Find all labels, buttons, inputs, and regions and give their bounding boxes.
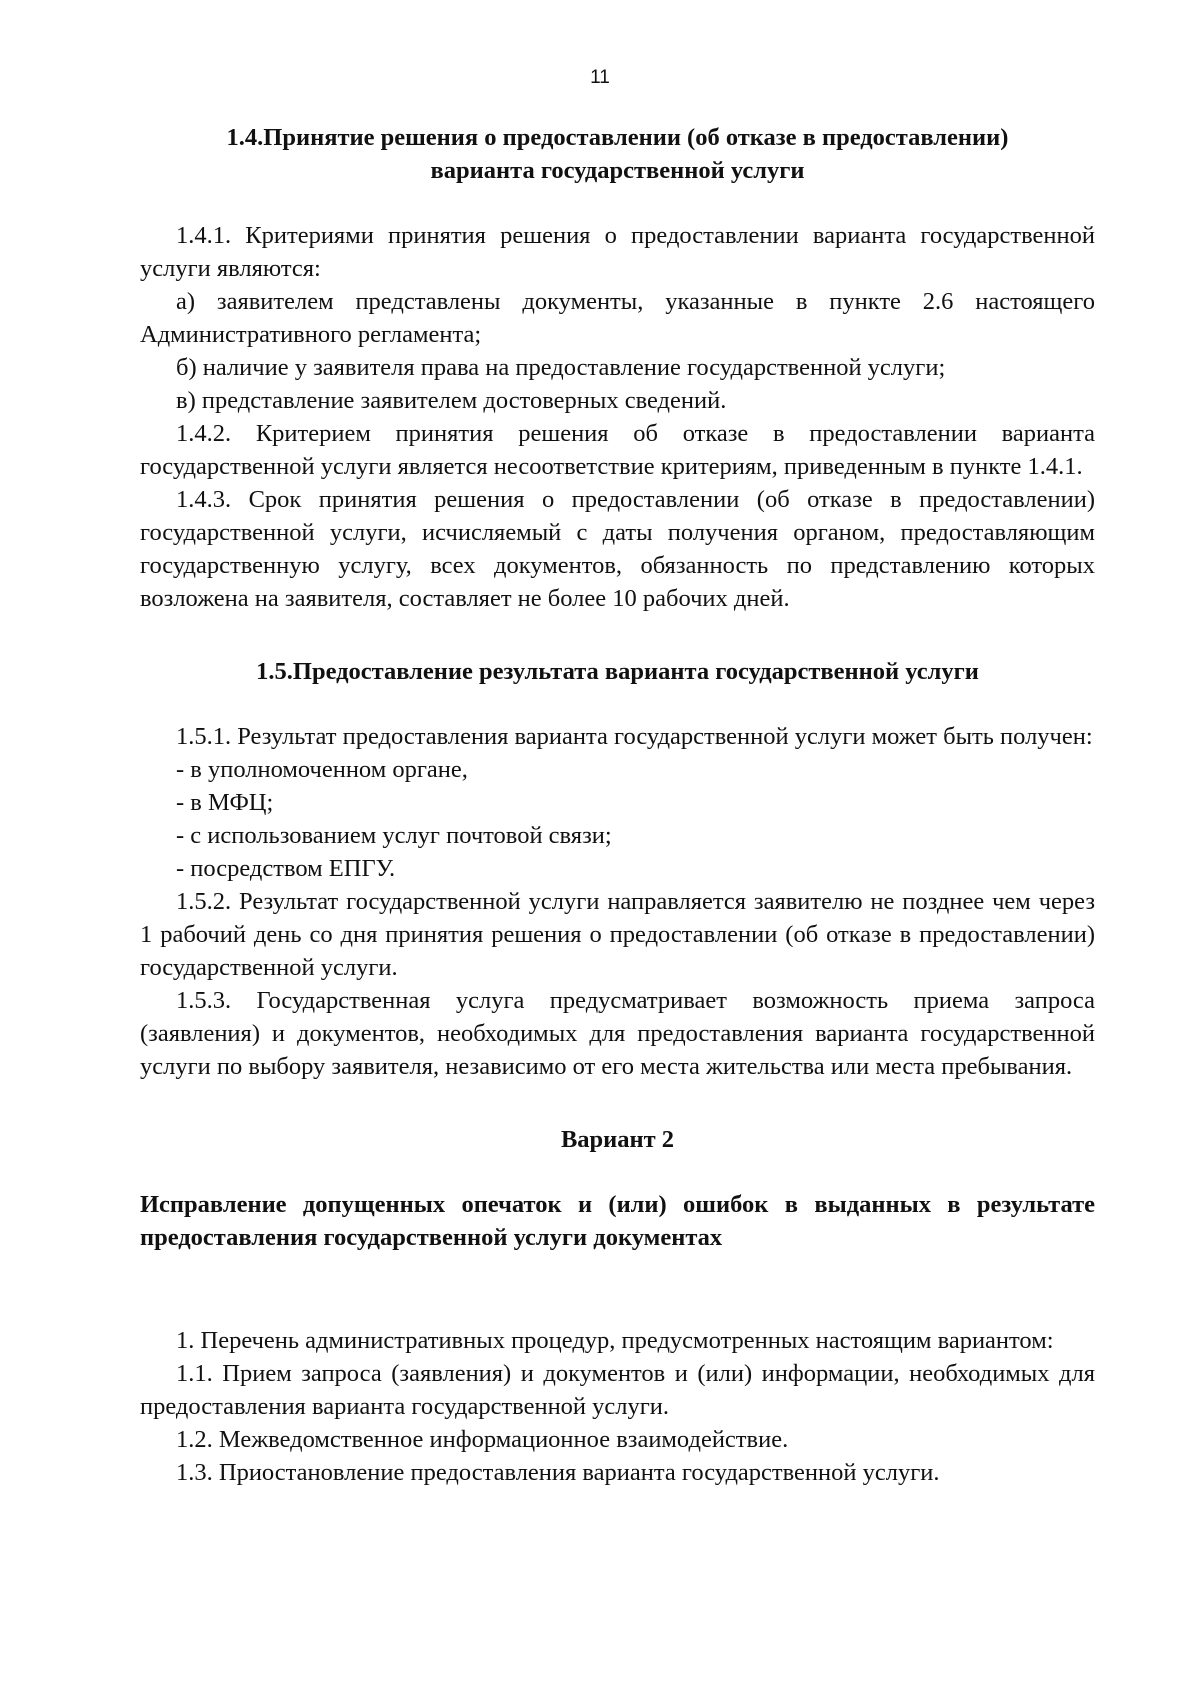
result-channel-item: - в МФЦ; (176, 789, 274, 816)
result-channel-item: - в уполномоченном органе, (176, 756, 468, 783)
paragraph-1-4-1: 1.4.1. Критериями принятия решения о предоставлении варианта государственной услуги являются: (140, 222, 1095, 282)
procedure-item: 1.2. Межведомственное информационное взаимодействие. (176, 1426, 789, 1453)
spacer (140, 187, 1095, 219)
spacer (140, 1083, 1095, 1123)
procedure-item: 1.1. Прием запроса (заявления) и документов и (или) информации, необходимых для предоставления варианта государственной услуги. (140, 1360, 1095, 1420)
paragraph-1-5-3: 1.5.3. Государственная услуга предусматривает возможность приема запроса (заявления) и документов, необходимых для предоставления варианта государственной услуги по выбору заявителя, независимо от его места жительства или места пребывания. (140, 987, 1095, 1080)
section-1-4-title-line2: варианта государственной услуги (430, 157, 805, 184)
spacer (140, 1156, 1095, 1188)
paragraph-1-5-2: 1.5.2. Результат государственной услуги направляется заявителю не позднее чем через 1 рабочий день со дня принятия решения о предоставлении (об отказе в предоставлении) государственной услуги. (140, 888, 1095, 981)
criterion-a: а) заявителем представлены документы, указанные в пункте 2.6 настоящего Административного регламента; (140, 288, 1095, 348)
spacer (140, 688, 1095, 720)
paragraph-1-5-1: 1.5.1. Результат предоставления варианта государственной услуги может быть получен: (176, 723, 1093, 750)
criterion-v: в) представление заявителем достоверных сведений. (176, 387, 727, 414)
variant-2-title: Вариант 2 (560, 1126, 675, 1153)
procedure-item: 1.3. Приостановление предоставления варианта государственной услуги. (176, 1459, 940, 1486)
spacer (140, 1254, 1095, 1324)
paragraph-1-4-3: 1.4.3. Срок принятия решения о предоставлении (об отказе в предоставлении) государственной услуги, исчисляемый с даты получения органом, предоставляющим государственную услугу, всех документов, обязанность по представлению которых возложена на заявителя, составляет не более 10 рабочих дней. (140, 486, 1095, 612)
result-channel-item: - посредством ЕПГУ. (176, 855, 396, 882)
result-channel-item: - с использованием услуг почтовой связи; (176, 822, 612, 849)
paragraph-1-4-2: 1.4.2. Критерием принятия решения об отказе в предоставлении варианта государственной услуги является несоответствие критериям, приведенным в пункте 1.4.1. (140, 420, 1095, 480)
section-1-4-title-line1: 1.4.Принятие решения о предоставлении (об отказе в предоставлении) (226, 124, 1009, 151)
variant-2-subtitle: Исправление допущенных опечаток и (или) ошибок в выданных в результате предоставления государственной услуги документах (140, 1191, 1095, 1251)
spacer (140, 615, 1095, 655)
document-body (140, 121, 1095, 1489)
criterion-b: б) наличие у заявителя права на предоставление государственной услуги; (176, 354, 946, 381)
section-1-5-title: 1.5.Предоставление результата варианта государственной услуги (256, 658, 979, 685)
page-number: 11 (590, 67, 610, 88)
paragraph-variant-2-1: 1. Перечень административных процедур, предусмотренных настоящим вариантом: (176, 1327, 1054, 1354)
